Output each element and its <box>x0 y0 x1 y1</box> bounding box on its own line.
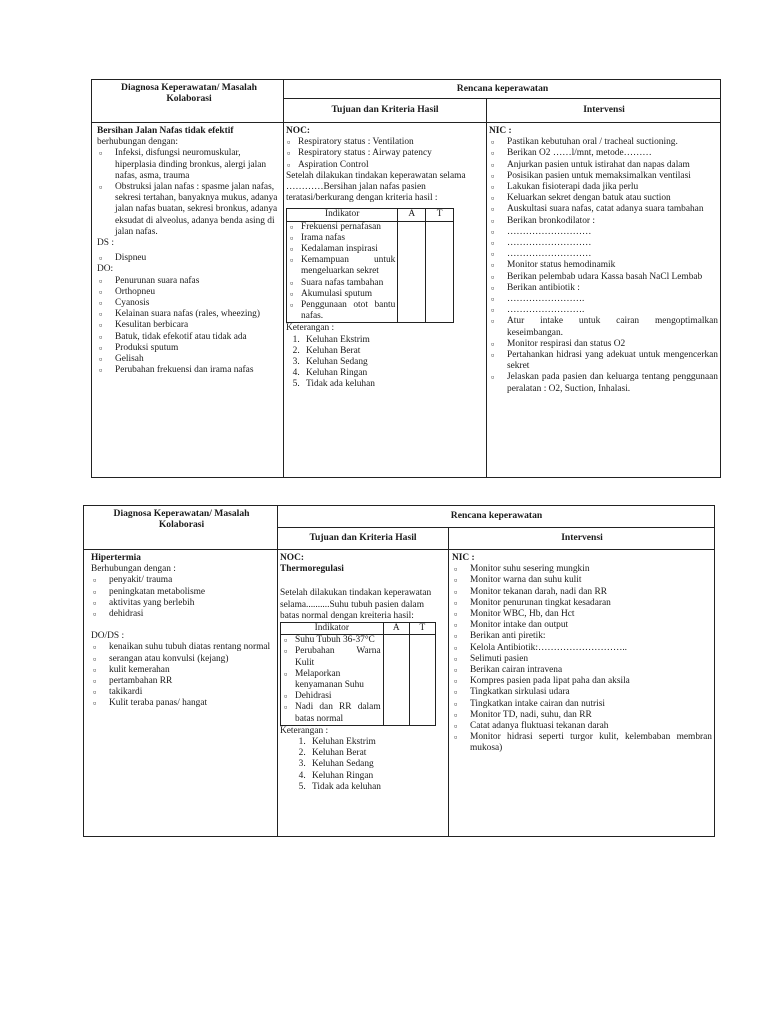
list-item: ▫ Suara nafas tambahan <box>289 278 395 289</box>
plan-header: Rencana keperawatan <box>456 83 549 94</box>
list-item: ▫ Respiratory status : Ventilation <box>286 137 483 148</box>
related-list <box>97 148 279 238</box>
list-item: ▫ Jelaskan pada pasien dan keluarga tentang penggunaan peralatan : O2, Suction, Inhalasi. <box>489 372 718 394</box>
list-item: ▫ Kesulitan berbicara <box>97 320 279 331</box>
ds-list <box>97 253 279 264</box>
nic-label: NIC : <box>489 126 512 136</box>
related-intro: Berhubungan dengan : <box>91 564 176 575</box>
list-item: ▫ Keluarkan sekret dengan batuk atau suction <box>489 193 718 204</box>
list-item: 4. Keluhan Ringan <box>308 771 445 782</box>
diagnosis-cell <box>91 553 273 710</box>
list-item: ▫ Monitor penurunan tingkat kesadaran <box>452 598 712 609</box>
list-item: ▫ Produksi sputum <box>97 343 279 354</box>
list-item: ▫ Monitor TD, nadi, suhu, dan RR <box>452 710 712 721</box>
list-item: ▫ Orthopneu <box>97 287 279 298</box>
list-item: ▫ Irama nafas <box>289 233 395 244</box>
t-header: T <box>409 623 435 635</box>
list-item: ▫ ……………………… <box>489 227 718 238</box>
list-item: ▫ Posisikan pasien untuk memaksimalkan ventilasi <box>489 171 718 182</box>
list-item: ▫ Berikan anti piretik: <box>452 631 712 642</box>
diagnosis-header: Diagnosa Keperawatan/ Masalah Kolaborasi <box>113 508 250 531</box>
nic-cell <box>452 553 712 755</box>
noc-label: NOC: <box>286 126 310 136</box>
indicator-list <box>283 635 381 725</box>
list-item: ▫ Catat adanya fluktuasi tekanan darah <box>452 721 712 732</box>
indicator-table <box>280 622 436 726</box>
list-item: 3. Keluhan Sedang <box>302 357 483 368</box>
list-item: 1. Keluhan Ekstrim <box>308 737 445 748</box>
list-item: ▫ Berikan bronkodilator : <box>489 216 718 227</box>
ds-label: DS : <box>97 238 114 249</box>
nic-label: NIC : <box>452 553 475 563</box>
list-item: ▫ peningkatan metabolisme <box>91 587 273 598</box>
list-item: ▫ penyakit/ trauma <box>91 575 273 586</box>
list-item: 2. Keluhan Berat <box>308 748 445 759</box>
list-item: ▫ Dehidrasi <box>283 691 381 702</box>
list-item: ▫ Monitor tekanan darah, nadi dan RR <box>452 587 712 598</box>
noc-statement: Setelah dilakukan tindakan keperawatan selama..........Suhu tubuh pasien dalam batas normal dengan kreiteria hasil: <box>280 588 432 621</box>
list-item: ▫ Akumulasi sputum <box>289 289 395 300</box>
list-item: 5. Tidak ada keluhan <box>308 782 445 793</box>
list-item: ▫ Perubahan Warna Kulit <box>283 646 381 668</box>
goals-header: Tujuan dan Kriteria Hasil <box>309 532 417 543</box>
indicator-table <box>286 208 454 323</box>
list-item: ▫ Auskultasi suara nafas, catat adanya suara tambahan <box>489 204 718 215</box>
list-item: ▫ takikardi <box>91 687 273 698</box>
list-item: ▫ Frekuensi pernafasan <box>289 222 395 233</box>
nic-cell <box>489 126 718 395</box>
list-item: ▫ Monitor respirasi dan status O2 <box>489 339 718 350</box>
list-item: ▫ Gelisah <box>97 354 279 365</box>
t-header: T <box>426 209 454 221</box>
list-item: ▫ Kedalaman inspirasi <box>289 244 395 255</box>
related-intro: berhubungan dengan: <box>97 137 178 148</box>
goals-header: Tujuan dan Kriteria Hasil <box>331 104 439 115</box>
do-label: DO: <box>97 264 114 275</box>
list-item: ▫ Suhu Tubuh 36-37°C <box>283 635 381 646</box>
list-item: ▫ Monitor hidrasi seperti turgor kulit, kelembaban membran mukosa) <box>452 732 712 754</box>
keterangan-list <box>280 737 445 793</box>
indicator-list <box>289 222 395 323</box>
list-item: ▫ Monitor WBC, Hb, dan Hct <box>452 609 712 620</box>
list-item: ▫ Obstruksi jalan nafas : spasme jalan nafas, sekresi tertahan, banyaknya mukus, adanya jalan nafas buatan, sekresi bronkus, adanya eksudat di alveolus, adanya benda asing di jalan nafas. <box>97 182 279 238</box>
list-item: ▫ serangan atau konvulsi (kejang) <box>91 654 273 665</box>
list-item: ▫ kulit kemerahan <box>91 665 273 676</box>
list-item: ▫ pertambahan RR <box>91 676 273 687</box>
list-item: ▫ Tingkatkan intake cairan dan nutrisi <box>452 699 712 710</box>
related-list <box>91 575 273 620</box>
list-item: ▫ Kulit teraba panas/ hangat <box>91 698 273 709</box>
dods-list <box>91 642 273 709</box>
diagnosis-header: Diagnosa Keperawatan/ Masalah Kolaborasi <box>121 82 257 105</box>
a-header: A <box>383 623 409 635</box>
list-item: ▫ kenaikan suhu tubuh diatas rentang normal <box>91 642 273 653</box>
indicator-header: Indikator <box>281 623 384 635</box>
list-item: ▫ Pastikan kebutuhan oral / tracheal suctioning. <box>489 137 718 148</box>
list-item: ▫ Infeksi, disfungsi neuromuskular, hiperplasia dinding bronkus, alergi jalan nafas, asma, trauma <box>97 148 279 182</box>
list-item: ▫ Lakukan fisioterapi dada jika perlu <box>489 182 718 193</box>
indicator-header: Indikator <box>287 209 398 221</box>
list-item: 5. Tidak ada keluhan <box>302 379 483 390</box>
do-list <box>97 276 279 377</box>
keterangan-list <box>286 335 483 391</box>
list-item: ▫ Dispneu <box>97 253 279 264</box>
list-item: ▫ Batuk, tidak efekotif atau tidak ada <box>97 332 279 343</box>
list-item: ▫ Monitor intake dan output <box>452 620 712 631</box>
noc-outcomes <box>286 137 483 171</box>
noc-cell <box>280 553 445 793</box>
list-item: ▫ Melaporkan kenyamanan Suhu <box>283 669 381 691</box>
list-item: ▫ Berikan O2 ……l/mnt, metode……… <box>489 148 718 159</box>
list-item: ▫ Perubahan frekuensi dan irama nafas <box>97 365 279 376</box>
care-plan-table-1 <box>91 79 721 478</box>
nic-list <box>489 137 718 395</box>
list-item: ▫ aktivitas yang berlebih <box>91 598 273 609</box>
noc-cell <box>286 126 483 391</box>
list-item: ▫ Selimuti pasien <box>452 654 712 665</box>
list-item: ▫ Aspiration Control <box>286 160 483 171</box>
list-item: ▫ Tingkatkan sirkulasi udara <box>452 687 712 698</box>
diagnosis-cell <box>97 126 279 376</box>
list-item: ▫ Nadi dan RR dalam batas normal <box>283 702 381 724</box>
list-item: ▫ Berikan cairan intravena <box>452 665 712 676</box>
plan-header: Rencana keperawatan <box>450 510 543 521</box>
intervention-header: Intervensi <box>561 532 603 543</box>
noc-subtitle: Thermoregulasi <box>280 564 344 575</box>
list-item: ▫ Pertahankan hidrasi yang adekuat untuk mengencerkan sekret <box>489 350 718 372</box>
list-item: ▫ Respiratory status : Airway patency <box>286 148 483 159</box>
list-item: ▫ Monitor status hemodinamik <box>489 260 718 271</box>
list-item: ▫ ……………………. <box>489 305 718 316</box>
list-item: ▫ Kemampuan untuk mengeluarkan sekret <box>289 255 395 277</box>
list-item: ▫ Anjurkan pasien untuk istirahat dan napas dalam <box>489 160 718 171</box>
keterangan-label: Keterangan : <box>280 725 329 736</box>
diagnosis-title: Hipertermia <box>91 553 141 563</box>
care-plan-table-2 <box>83 505 715 837</box>
list-item: ▫ Monitor suhu sesering mungkin <box>452 564 712 575</box>
noc-statement: Setelah dilakukan tindakan keperawatan selama …………Bersihan jalan nafas pasien teratasi/berkurang dengan kriteria hasil : <box>286 170 466 204</box>
list-item: 1. Keluhan Ekstrim <box>302 335 483 346</box>
list-item: 4. Keluhan Ringan <box>302 368 483 379</box>
list-item: ▫ Kelola Antibiotik:……………………….. <box>452 643 712 654</box>
list-item: ▫ ……………………. <box>489 294 718 305</box>
list-item: ▫ Monitor warna dan suhu kulit <box>452 575 712 586</box>
list-item: ▫ Kompres pasien pada lipat paha dan aksila <box>452 676 712 687</box>
list-item: ▫ Cyanosis <box>97 298 279 309</box>
list-item: ▫ Penggunaan otot bantu nafas. <box>289 300 395 322</box>
list-item: ▫ ……………………… <box>489 238 718 249</box>
dods-label: DO/DS : <box>91 631 125 642</box>
list-item: ▫ dehidrasi <box>91 609 273 620</box>
nic-list <box>452 564 712 754</box>
list-item: ▫ Atur intake untuk cairan mengoptimalkan keseimbangan. <box>489 316 718 338</box>
list-item: ▫ ……………………… <box>489 249 718 260</box>
list-item: 2. Keluhan Berat <box>302 346 483 357</box>
keterangan-label: Keterangan : <box>286 323 335 334</box>
noc-label: NOC: <box>280 553 304 563</box>
list-item: ▫ Berikan pelembab udara Kassa basah NaCl Lembab <box>489 272 718 283</box>
list-item: ▫ Berikan antibiotik : <box>489 283 718 294</box>
diagnosis-title: Bersihan Jalan Nafas tidak efektif <box>97 126 234 136</box>
intervention-header: Intervensi <box>583 104 625 115</box>
list-item: 3. Keluhan Sedang <box>308 759 445 770</box>
list-item: ▫ Penurunan suara nafas <box>97 276 279 287</box>
list-item: ▫ Kelainan suara nafas (rales, wheezing) <box>97 309 279 320</box>
a-header: A <box>398 209 426 221</box>
